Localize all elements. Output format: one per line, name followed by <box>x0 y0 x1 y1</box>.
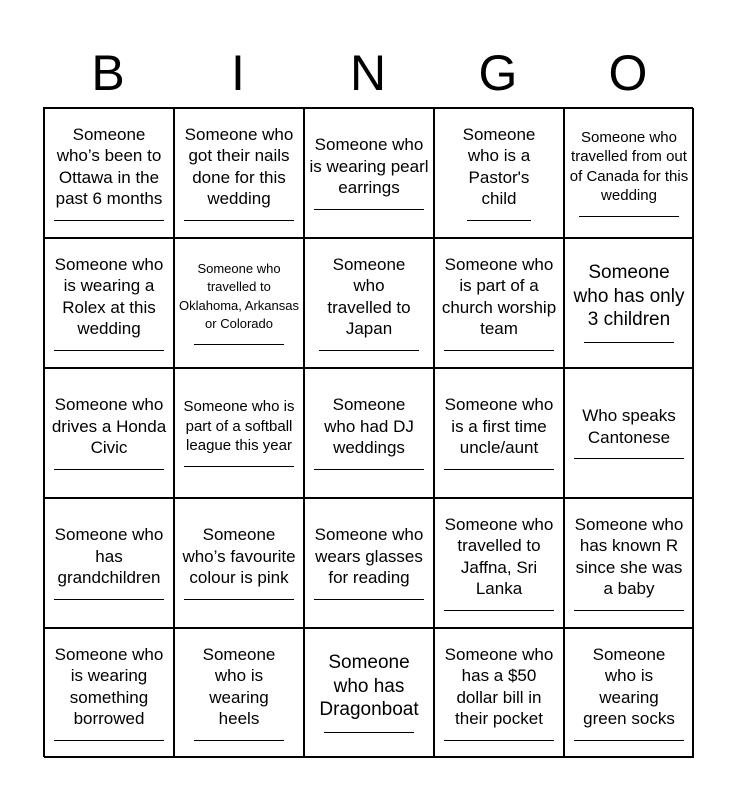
cell-prompt: Someone who is part of a church worship team <box>441 254 557 338</box>
signature-line <box>444 740 554 741</box>
signature-line <box>574 740 684 741</box>
bingo-cell[interactable] <box>44 498 174 628</box>
cell-prompt: Someone who has known R since she was a baby <box>574 514 684 598</box>
bingo-header <box>43 40 693 106</box>
signature-line <box>319 350 419 351</box>
signature-line <box>54 220 164 221</box>
bingo-cell[interactable] <box>304 628 434 758</box>
signature-line <box>579 216 679 217</box>
bingo-cell[interactable] <box>434 498 564 628</box>
signature-line <box>584 342 674 343</box>
cell-prompt: Someone who is a first time uncle/aunt <box>444 395 554 458</box>
bingo-cell[interactable] <box>44 368 174 498</box>
signature-line <box>444 610 554 611</box>
bingo-cell[interactable] <box>564 108 694 238</box>
header-letter-n: N <box>349 45 387 101</box>
cell-prompt: Someone who’s favourite colour is pink <box>182 525 296 588</box>
cell-prompt: Someone who travelled from out of Canada for this wedding <box>569 128 689 204</box>
cell-prompt: Someone who wears glasses for reading <box>314 525 424 588</box>
cell-prompt: Someone who is wearing a Rolex at this wedding <box>54 254 164 338</box>
bingo-board <box>43 107 693 757</box>
bingo-cell[interactable] <box>304 108 434 238</box>
signature-line <box>314 209 424 210</box>
bingo-cell[interactable] <box>304 368 434 498</box>
bingo-cell[interactable] <box>44 238 174 368</box>
bingo-cell[interactable] <box>174 108 304 238</box>
cell-prompt: Someone who has a $50 dollar bill in their pocket <box>444 644 554 728</box>
signature-line <box>54 740 164 741</box>
header-letter-g: G <box>478 45 518 101</box>
bingo-cell[interactable] <box>564 238 694 368</box>
signature-line <box>184 466 294 467</box>
signature-line <box>54 599 164 600</box>
cell-prompt: Someone who is wearing something borrowed <box>54 644 164 728</box>
signature-line <box>184 599 294 600</box>
bingo-cell[interactable] <box>174 498 304 628</box>
cell-prompt: Someone who is a Pastor's child <box>462 124 536 208</box>
cell-prompt: Someone who travelled to Japan <box>327 254 411 338</box>
cell-prompt: Someone who travelled to Jaffna, Sri Lanka <box>444 514 554 598</box>
bingo-cell[interactable] <box>564 368 694 498</box>
bingo-cell[interactable] <box>304 238 434 368</box>
bingo-cell[interactable] <box>174 628 304 758</box>
bingo-cell[interactable] <box>434 628 564 758</box>
bingo-cell[interactable] <box>564 628 694 758</box>
cell-prompt: Someone who got their nails done for this wedding <box>184 124 294 208</box>
signature-line <box>194 344 284 345</box>
signature-line <box>467 220 531 221</box>
bingo-cell[interactable] <box>174 368 304 498</box>
signature-line <box>184 220 294 221</box>
cell-prompt: Someone who is wearing heels <box>202 644 276 728</box>
cell-prompt: Someone who is part of a softball league this year <box>183 398 295 455</box>
signature-line <box>314 469 424 470</box>
signature-line <box>574 610 684 611</box>
cell-prompt: Someone who has Dragonboat <box>319 652 419 721</box>
header-letter-i: I <box>231 45 245 101</box>
cell-prompt: Someone who has grandchildren <box>54 525 164 588</box>
signature-line <box>194 740 284 741</box>
bingo-cell[interactable] <box>434 108 564 238</box>
header-letter-o: O <box>608 45 648 101</box>
cell-prompt: Someone who travelled to Oklahoma, Arkansas or Colorado <box>179 260 299 331</box>
signature-line <box>574 458 684 459</box>
cell-prompt: Someone who’s been to Ottawa in the past 6 months <box>55 124 163 208</box>
cell-prompt: Someone who is wearing pearl earrings <box>309 135 429 198</box>
cell-prompt: Someone who is wearing green socks <box>583 644 675 728</box>
signature-line <box>444 350 554 351</box>
cell-prompt: Someone who had DJ weddings <box>324 395 414 458</box>
signature-line <box>324 732 414 733</box>
bingo-cell[interactable] <box>174 238 304 368</box>
signature-line <box>54 350 164 351</box>
cell-prompt: Someone who has only 3 children <box>573 262 685 331</box>
signature-line <box>314 599 424 600</box>
header-letter-b: B <box>91 45 125 101</box>
bingo-cell[interactable] <box>434 238 564 368</box>
signature-line <box>444 469 554 470</box>
bingo-cell[interactable] <box>44 108 174 238</box>
bingo-cell[interactable] <box>304 498 434 628</box>
bingo-cell[interactable] <box>564 498 694 628</box>
signature-line <box>54 469 164 470</box>
bingo-cell[interactable] <box>434 368 564 498</box>
bingo-cell[interactable] <box>44 628 174 758</box>
cell-prompt: Who speaks Cantonese <box>582 406 676 447</box>
cell-prompt: Someone who drives a Honda Civic <box>51 395 167 458</box>
